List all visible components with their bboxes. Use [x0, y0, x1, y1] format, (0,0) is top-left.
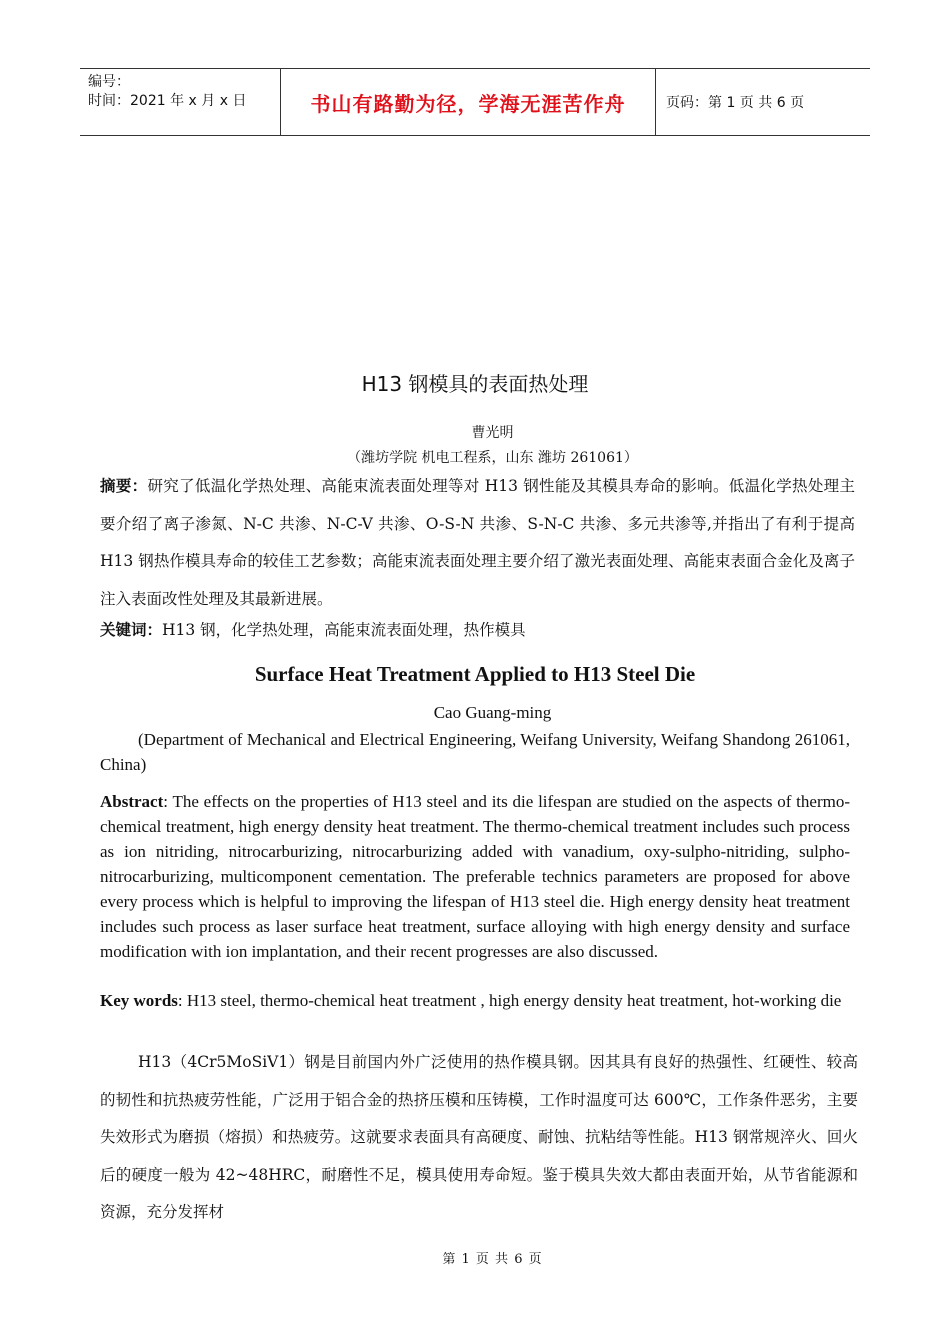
- english-abstract: [100, 789, 850, 964]
- chinese-abstract-text: 研究了低温化学热处理、高能束流表面处理等对 H13 钢性能及其模具寿命的影响。低温化学热处理主要介绍了离子渗氮、N-C 共渗、N-C-V 共渗、O-S-N 共渗、S-N-C 共渗、多元共渗等,并指出了有利于提高 H13 钢热作模具寿命的较佳工艺参数；高能束流表面处理主要介绍了激光表面处理、高能束表面合金化及离子注入表面改性处理及其最新进展。: [100, 477, 855, 608]
- chinese-affiliation: （潍坊学院 机电工程系，山东 潍坊 261061）: [347, 450, 638, 466]
- body-paragraph: H13（4Cr5MoSiV1）钢是目前国内外广泛使用的热作模具钢。因其具有良好的热强性、红硬性、较高的韧性和抗热疲劳性能，广泛用于铝合金的热挤压模和压铸模，工作时温度可达 600℃，工作条件恶劣，主要失效形式为磨损（熔损）和热疲劳。这就要求表面具有高硬度、耐蚀、抗粘结等性能。H13 钢常规淬火、回火后的硬度一般为 42~48HRC，耐磨性不足，模具使用寿命短。鉴于模具失效大都由表面开始，从节省能源和资源，充分发挥材: [100, 1053, 858, 1221]
- date-line: 时间：2021 年 x 月 x 日: [88, 93, 247, 109]
- english-title: Surface Heat Treatment Applied to H13 Steel Die: [254, 662, 696, 686]
- chinese-abstract-label: 摘要：: [100, 477, 148, 495]
- chinese-keywords-text: H13 钢，化学热处理，高能束流表面处理，热作模具: [162, 621, 526, 639]
- chinese-abstract: [100, 468, 855, 618]
- chinese-keywords: [100, 616, 855, 644]
- header-meta: [80, 69, 280, 135]
- english-affiliation: (Department of Mechanical and Electrical Engineering, Weifang University, Weifang Shandong 261061, China): [100, 730, 850, 774]
- chinese-title: H13 钢模具的表面热处理: [361, 372, 589, 396]
- chinese-keywords-label: 关键词：: [100, 621, 163, 639]
- number-label: 编号：: [88, 74, 130, 90]
- english-keywords-label: Key words: [100, 991, 178, 1010]
- page-header: [80, 68, 870, 136]
- page-footer: 第 1 页 共 6 页: [442, 1252, 543, 1267]
- english-keywords-text: : H13 steel, thermo-chemical heat treatment , high energy density heat treatment, hot-working die: [177, 991, 842, 1010]
- chinese-author: 曹光明: [471, 425, 514, 441]
- english-abstract-label: Abstract: [100, 792, 164, 811]
- header-motto: 书山有路勤为径，学海无涯苦作舟: [280, 69, 656, 135]
- english-abstract-text: : The effects on the properties of H13 steel and its die lifespan are studied on the aspects of thermo-chemical treatment, high energy density heat treatment. The thermo-chemical treatment includes such process as ion nitriding, nitrocarburizing, nitrocarburizing added with vanadium, oxy-sulpho-nitriding, sulpho-nitrocarburizing, multicomponent cementation. The preferable technics parameters are proposed for above every process which is helpful to improving the lifespan of H13 steel die. High energy density heat treatment includes such process as laser surface heat treatment, surface alloying with high energy density and surface modification with ion implantation, and their recent progresses are also discussed.: [100, 792, 850, 961]
- english-keywords: [100, 988, 850, 1013]
- header-page-info: 页码：第 1 页 共 6 页: [666, 95, 805, 111]
- english-author: Cao Guang-ming: [433, 703, 552, 722]
